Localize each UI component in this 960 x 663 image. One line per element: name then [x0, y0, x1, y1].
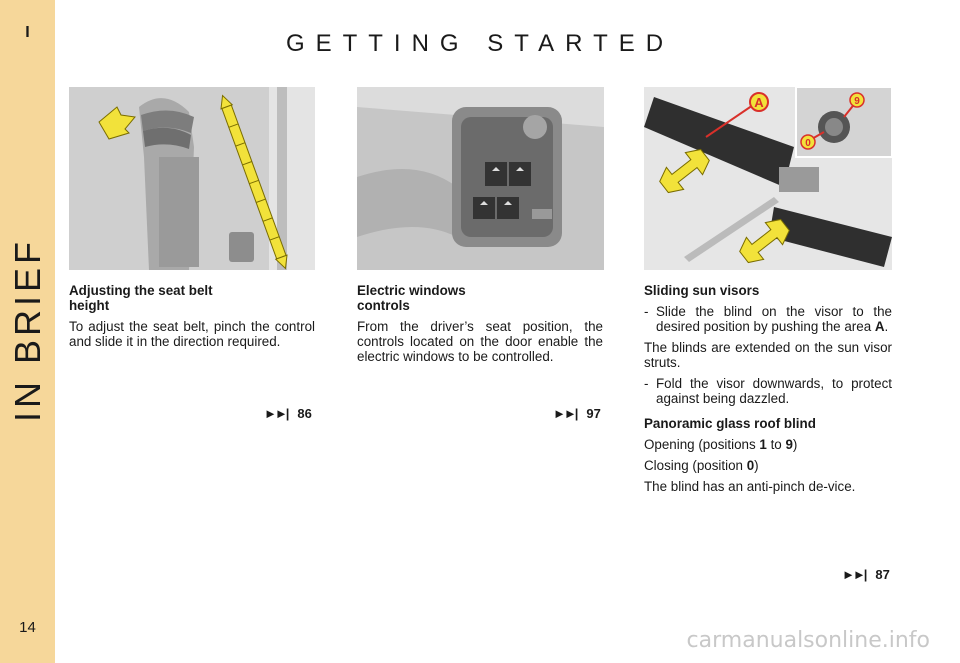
list-item: - Fold the visor downwards, to protect against being dazzled.	[644, 376, 892, 406]
electric-windows-photo	[357, 87, 604, 270]
section-body: The blinds are extended on the sun visor struts.	[644, 340, 892, 370]
page-title: GETTING STARTED	[285, 30, 675, 57]
section-body: The blind has an anti-pinch de-vice.	[644, 479, 856, 494]
page-reference	[842, 567, 890, 582]
next-page-icon: ►►|	[264, 406, 288, 421]
closing-line: Closing (position 0)	[644, 458, 759, 473]
callout-0: 0	[805, 138, 811, 149]
next-page-icon: ►►|	[842, 567, 866, 582]
sun-visors-section	[644, 283, 892, 500]
watermark: carmanualsonline.info	[686, 628, 930, 653]
opening-line: Opening (positions 1 to 9)	[644, 437, 798, 452]
section-body: From the driver’s seat position, the controls located on the door enable the electric windows to be controlled.	[357, 319, 603, 364]
page-reference	[264, 406, 312, 421]
page-number: 14	[19, 619, 36, 636]
ref-page-number: 87	[875, 567, 890, 582]
page-reference	[553, 406, 601, 421]
seat-belt-section	[69, 283, 315, 355]
section-title: IN BRIEF	[7, 237, 48, 423]
section-body: To adjust the seat belt, pinch the control and slide it in the direction required.	[69, 319, 315, 349]
callout-a: A	[754, 95, 764, 110]
section-heading: Sliding sun visors	[644, 283, 760, 298]
electric-windows-section	[357, 283, 603, 370]
ref-page-number: 86	[297, 406, 312, 421]
chapter-mark: I	[25, 24, 30, 41]
sidebar	[0, 0, 55, 663]
section-heading: Panoramic glass roof blind	[644, 416, 816, 431]
callout-9: 9	[854, 96, 860, 107]
seat-belt-photo	[69, 87, 315, 270]
ref-page-number: 97	[586, 406, 601, 421]
section-heading: Adjusting the seat belt height	[69, 283, 213, 313]
next-page-icon: ►►|	[553, 406, 577, 421]
sun-visor-photo	[644, 87, 892, 270]
list-item: - Slide the blind on the visor to the desired position by pushing the area A.	[644, 304, 892, 334]
section-heading: Electric windows controls	[357, 283, 466, 313]
